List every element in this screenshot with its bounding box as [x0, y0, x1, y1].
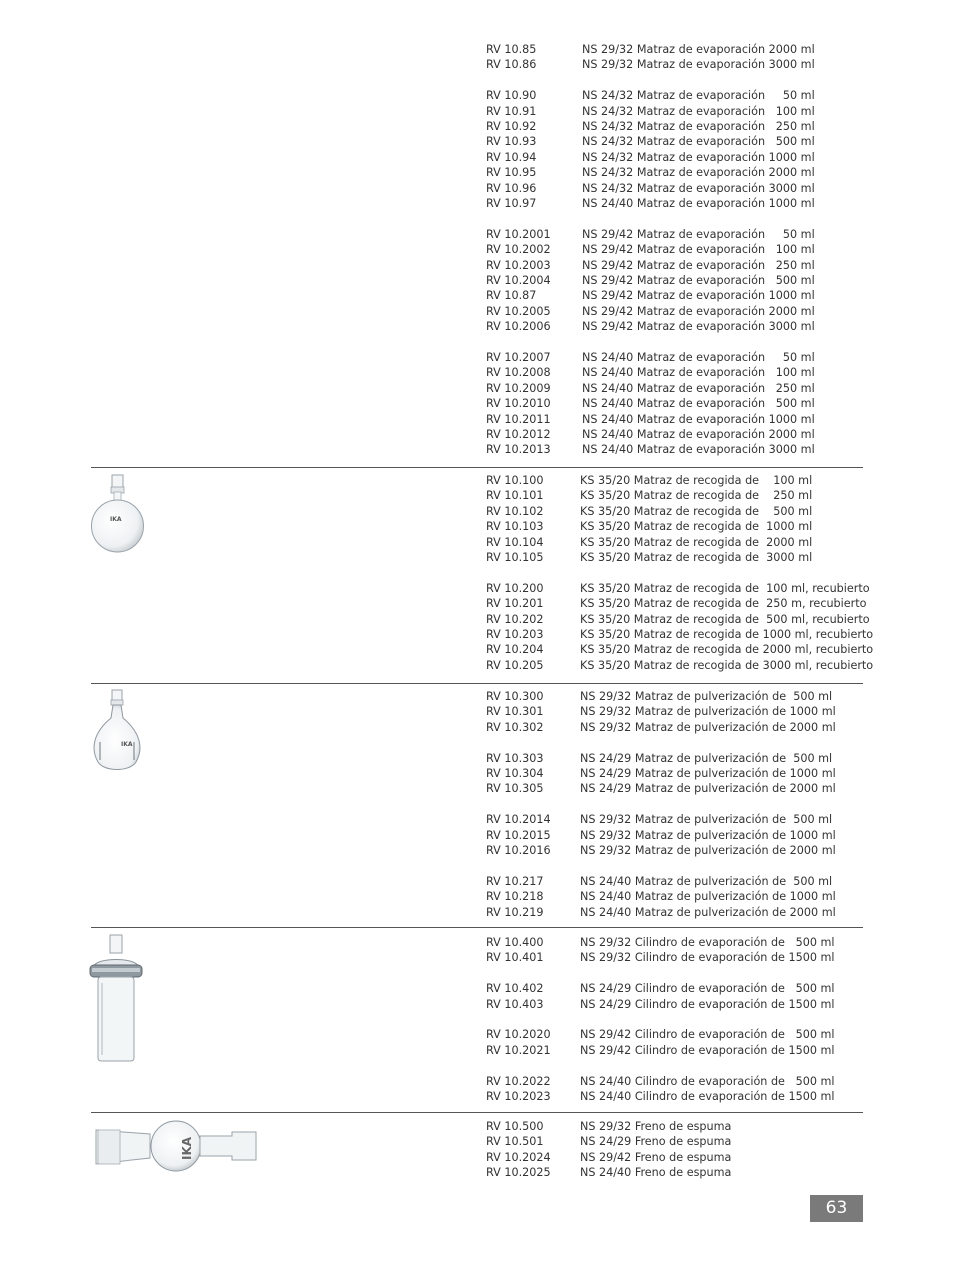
article-code: RV 10.501 — [486, 1135, 544, 1149]
article-code: RV 10.93 — [486, 135, 537, 149]
article-code: RV 10.304 — [486, 767, 544, 780]
article-description: NS 24/32 Matraz de evaporación 500 ml — [582, 135, 815, 149]
article-code: RV 10.400 — [486, 936, 544, 949]
article-description: NS 29/32 Matraz de pulverización de 1000 ml — [580, 705, 836, 719]
article-code: RV 10.102 — [486, 504, 544, 518]
article-code: RV 10.2003 — [486, 258, 551, 272]
article-description: KS 35/20 Matraz de recogida de 3000 ml — [580, 551, 813, 564]
article-code: RV 10.201 — [486, 597, 544, 611]
article-code: RV 10.2015 — [486, 828, 551, 842]
evaporation-cylinder-icon — [86, 933, 152, 1065]
ika-logo: IKA — [110, 516, 122, 523]
article-description: NS 24/29 Matraz de pulverización de 2000 ml — [580, 782, 836, 796]
article-code: RV 10.2014 — [486, 813, 551, 827]
article-code: RV 10.2021 — [486, 1043, 551, 1057]
article-description: NS 24/32 Matraz de evaporación 50 ml — [582, 89, 815, 103]
article-code: RV 10.2023 — [486, 1090, 551, 1103]
article-code: RV 10.2013 — [486, 443, 551, 457]
article-code: RV 10.303 — [486, 751, 544, 765]
article-code: RV 10.2025 — [486, 1166, 551, 1180]
article-code: RV 10.2016 — [486, 844, 551, 857]
article-description: NS 29/32 Matraz de pulverización de 500 ml — [580, 813, 833, 827]
article-code: RV 10.218 — [486, 890, 544, 904]
article-code: RV 10.500 — [486, 1120, 544, 1133]
article-description: NS 29/42 Freno de espuma — [580, 1150, 732, 1164]
article-code: RV 10.200 — [486, 581, 544, 595]
article-code: RV 10.2007 — [486, 351, 551, 364]
article-description: NS 29/32 Matraz de pulverización de 2000 ml — [580, 844, 836, 857]
article-description: NS 24/40 Cilindro de evaporación de 500 ml — [580, 1074, 835, 1088]
article-description: NS 24/29 Cilindro de evaporación de 1500 ml — [580, 997, 835, 1011]
article-code: RV 10.2022 — [486, 1074, 551, 1088]
article-description: NS 24/40 Freno de espuma — [580, 1166, 732, 1180]
article-description: NS 29/32 Matraz de evaporación 3000 ml — [582, 58, 815, 72]
article-description: NS 24/29 Freno de espuma — [580, 1135, 732, 1149]
article-description: NS 24/40 Matraz de evaporación 100 ml — [582, 366, 815, 380]
article-code: RV 10.87 — [486, 289, 537, 303]
ika-logo: IKA — [121, 741, 133, 748]
article-description: NS 24/32 Matraz de evaporación 2000 ml — [582, 166, 815, 180]
ika-logo: IKA — [180, 1136, 194, 1160]
article-code: RV 10.95 — [486, 166, 537, 180]
article-code: RV 10.403 — [486, 997, 544, 1011]
article-code: RV 10.103 — [486, 520, 544, 534]
article-description: NS 29/42 Matraz de evaporación 1000 ml — [582, 289, 815, 303]
article-description: KS 35/20 Matraz de recogida de 100 ml, recubierto — [580, 581, 870, 595]
pear-shaped-flask-icon — [88, 688, 148, 776]
article-description: NS 29/42 Matraz de evaporación 50 ml — [582, 227, 815, 241]
article-code: RV 10.91 — [486, 104, 537, 118]
article-code: RV 10.2005 — [486, 304, 551, 318]
article-code: RV 10.2011 — [486, 412, 551, 426]
article-description: NS 29/42 Cilindro de evaporación de 1500 ml — [580, 1043, 835, 1057]
article-description: NS 24/40 Cilindro de evaporación de 1500 ml — [580, 1090, 835, 1103]
article-description: NS 24/40 Matraz de evaporación 2000 ml — [582, 428, 815, 441]
article-code: RV 10.104 — [486, 535, 544, 549]
article-code: RV 10.203 — [486, 628, 544, 641]
article-code: RV 10.94 — [486, 150, 537, 164]
article-description: KS 35/20 Matraz de recogida de 250 m, recubierto — [580, 597, 867, 611]
article-description: NS 29/32 Cilindro de evaporación de 1500 ml — [580, 951, 835, 965]
article-code: RV 10.401 — [486, 951, 544, 965]
section-divider — [91, 683, 863, 684]
article-code: RV 10.2024 — [486, 1150, 551, 1164]
article-description: NS 24/32 Matraz de evaporación 3000 ml — [582, 181, 815, 195]
article-description: NS 29/32 Freno de espuma — [580, 1120, 732, 1133]
article-code: RV 10.2009 — [486, 381, 551, 395]
article-description: NS 29/42 Cilindro de evaporación de 500 ml — [580, 1028, 835, 1042]
article-code: RV 10.202 — [486, 612, 544, 626]
foam-brake-icon — [92, 1118, 260, 1176]
article-description: NS 24/32 Matraz de evaporación 1000 ml — [582, 150, 815, 164]
article-code: RV 10.2012 — [486, 428, 551, 441]
article-description: NS 29/32 Matraz de evaporación 2000 ml — [582, 43, 815, 56]
article-description: NS 29/42 Matraz de evaporación 500 ml — [582, 274, 815, 287]
article-code: RV 10.92 — [486, 120, 537, 133]
article-code: RV 10.97 — [486, 197, 537, 210]
article-code: RV 10.219 — [486, 905, 544, 919]
article-description: KS 35/20 Matraz de recogida de 500 ml, recubierto — [580, 612, 870, 626]
article-description: NS 29/42 Matraz de evaporación 3000 ml — [582, 320, 815, 334]
article-code: RV 10.2001 — [486, 227, 551, 241]
article-description: NS 24/40 Matraz de pulverización de 1000 ml — [580, 890, 836, 904]
article-code: RV 10.90 — [486, 89, 537, 103]
article-description: NS 29/32 Matraz de pulverización de 500 ml — [580, 690, 833, 703]
article-description: NS 24/40 Matraz de evaporación 250 ml — [582, 381, 815, 395]
article-code: RV 10.301 — [486, 705, 544, 719]
article-description: KS 35/20 Matraz de recogida de 1000 ml, recubierto — [580, 628, 874, 641]
section-divider — [91, 467, 863, 468]
article-description: NS 24/32 Matraz de evaporación 100 ml — [582, 104, 815, 118]
article-code: RV 10.2004 — [486, 274, 551, 287]
article-description: NS 24/32 Matraz de evaporación 250 ml — [582, 120, 815, 133]
article-code: RV 10.302 — [486, 720, 544, 734]
article-description: NS 24/40 Matraz de evaporación 1000 ml — [582, 412, 815, 426]
article-code: RV 10.85 — [486, 43, 537, 56]
article-code: RV 10.86 — [486, 58, 537, 72]
article-code: RV 10.101 — [486, 489, 544, 503]
article-description: KS 35/20 Matraz de recogida de 2000 ml — [580, 535, 813, 549]
article-description: KS 35/20 Matraz de recogida de 500 ml — [580, 504, 813, 518]
article-description: NS 29/32 Matraz de pulverización de 2000 ml — [580, 720, 836, 734]
article-description: KS 35/20 Matraz de recogida de 100 ml — [580, 474, 813, 487]
article-code: RV 10.96 — [486, 181, 537, 195]
article-code: RV 10.300 — [486, 690, 544, 703]
section-divider — [91, 1112, 863, 1113]
article-description: NS 24/40 Matraz de evaporación 50 ml — [582, 351, 815, 364]
article-code: RV 10.402 — [486, 982, 544, 996]
article-description: KS 35/20 Matraz de recogida de 250 ml — [580, 489, 813, 503]
article-code: RV 10.2020 — [486, 1028, 551, 1042]
article-code: RV 10.2008 — [486, 366, 551, 380]
article-description: NS 24/40 Matraz de evaporación 500 ml — [582, 397, 815, 411]
article-description: NS 24/29 Cilindro de evaporación de 500 ml — [580, 982, 835, 996]
article-description: KS 35/20 Matraz de recogida de 3000 ml, recubierto — [580, 658, 874, 672]
article-code: RV 10.217 — [486, 874, 544, 888]
article-description: NS 24/40 Matraz de pulverización de 500 ml — [580, 874, 833, 888]
round-bottom-flask-icon — [88, 473, 148, 555]
section-divider — [91, 927, 863, 928]
article-description: NS 29/42 Matraz de evaporación 250 ml — [582, 258, 815, 272]
article-description: KS 35/20 Matraz de recogida de 2000 ml, recubierto — [580, 643, 874, 657]
article-code: RV 10.2010 — [486, 397, 551, 411]
article-description: NS 24/40 Matraz de evaporación 3000 ml — [582, 443, 815, 457]
article-description: NS 29/32 Matraz de pulverización de 1000 ml — [580, 828, 836, 842]
article-description: NS 24/40 Matraz de evaporación 1000 ml — [582, 197, 815, 210]
article-code: RV 10.105 — [486, 551, 544, 564]
article-description: KS 35/20 Matraz de recogida de 1000 ml — [580, 520, 813, 534]
article-code: RV 10.205 — [486, 658, 544, 672]
article-code: RV 10.305 — [486, 782, 544, 796]
article-code: RV 10.100 — [486, 474, 544, 487]
article-description: NS 29/42 Matraz de evaporación 2000 ml — [582, 304, 815, 318]
article-description: NS 24/40 Matraz de pulverización de 2000 ml — [580, 905, 836, 919]
article-code: RV 10.2002 — [486, 243, 551, 257]
article-description: NS 29/32 Cilindro de evaporación de 500 ml — [580, 936, 835, 949]
article-code: RV 10.2006 — [486, 320, 551, 334]
article-description: NS 29/42 Matraz de evaporación 100 ml — [582, 243, 815, 257]
article-description: NS 24/29 Matraz de pulverización de 500 ml — [580, 751, 833, 765]
page-number: 63 — [810, 1195, 863, 1222]
article-code: RV 10.204 — [486, 643, 544, 657]
article-description: NS 24/29 Matraz de pulverización de 1000 ml — [580, 767, 836, 780]
